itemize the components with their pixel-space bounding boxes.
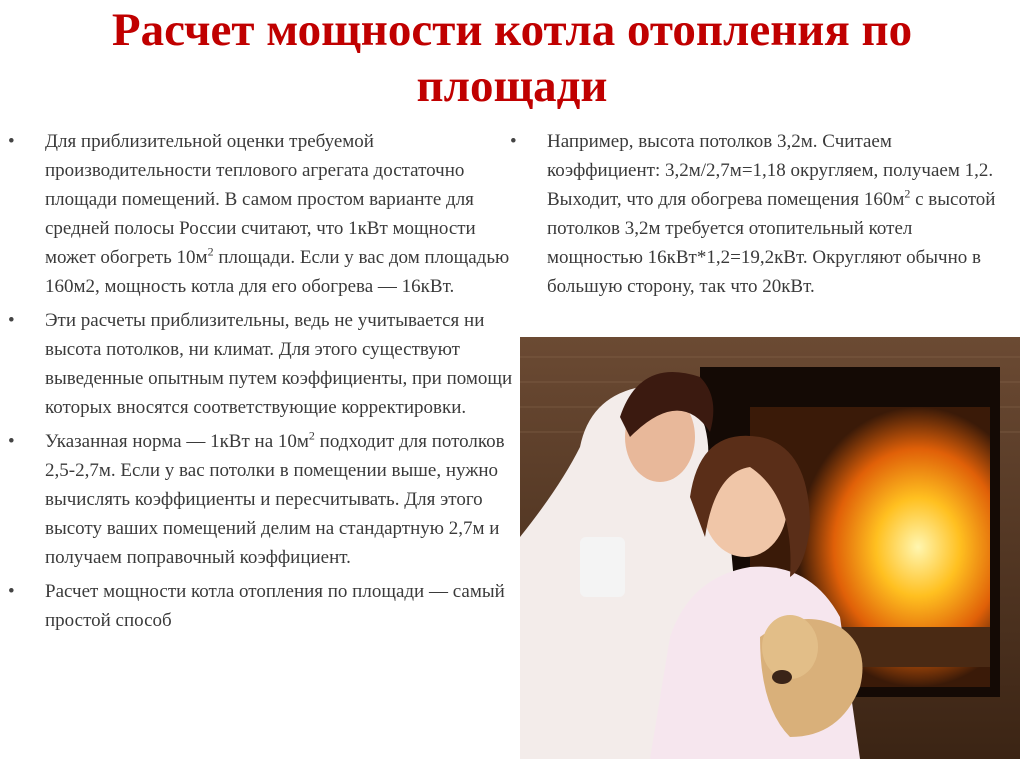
title-line-1: Расчет мощности котла отопления по [111, 4, 913, 56]
item-text-cont: с высотой потолков 3,2м требуется отопительный котел мощностью 16кВт*1,2=19,2кВт. Округляют обычно в большую сторону, так что 20кВт. [547, 189, 996, 297]
superscript: 2 [308, 428, 315, 443]
slide-title [0, 2, 1024, 114]
item-text: Эти расчеты приблизительны, ведь не учитывается ни высота потолков, ни климат. Для этого существуют выведенные опытным путем коэффициенты, при помощи которых вносятся соответствующие корректировки. [45, 310, 513, 418]
bullet-icon: • [8, 581, 15, 602]
bullet-icon: • [8, 131, 15, 152]
left-bullet-list [8, 127, 518, 640]
superscript: 2 [904, 186, 911, 201]
title-line-2: площади [416, 60, 608, 112]
item-text-cont: подходит для потолков 2,5-2,7м. Если у вас потолки в помещении выше, нужно вычислять коэффициенты и пересчитывать. Для этого высоту ваших помещений делим на стандартную 2,7м и получаем поправочный коэффициент. [45, 431, 505, 568]
item-text: Например, высота потолков 3,2м. Считаем коэффициент: 3,2м/2,7м=1,18 округляем, получаем 1,2. Выходит, что для обогрева помещения 160м [547, 131, 994, 210]
list-item [8, 306, 518, 422]
bullet-icon: • [8, 431, 15, 452]
photo-illustration-icon [520, 337, 1020, 759]
family-fireplace-photo [520, 337, 1020, 759]
item-text: Расчет мощности котла отопления по площади — самый простой способ [45, 581, 505, 631]
list-item [510, 127, 1005, 301]
bullet-icon: • [510, 131, 517, 152]
right-bullet-list [510, 127, 1005, 306]
item-text-cont: площади. Если у вас дом площадью 160м2, мощность котла для его обогрева — 16кВт. [45, 247, 510, 297]
item-text: Указанная норма — 1кВт на 10м [45, 431, 309, 452]
superscript: 2 [207, 244, 214, 259]
list-item [8, 427, 518, 572]
item-text: Для приблизительной оценки требуемой производительности теплового агрегата достаточно площади помещений. В самом простом варианте для средней полосы России считают, что 1кВт мощности может обогреть 10м [45, 131, 476, 268]
bullet-icon: • [8, 310, 15, 331]
list-item [8, 127, 518, 301]
list-item [8, 577, 518, 635]
